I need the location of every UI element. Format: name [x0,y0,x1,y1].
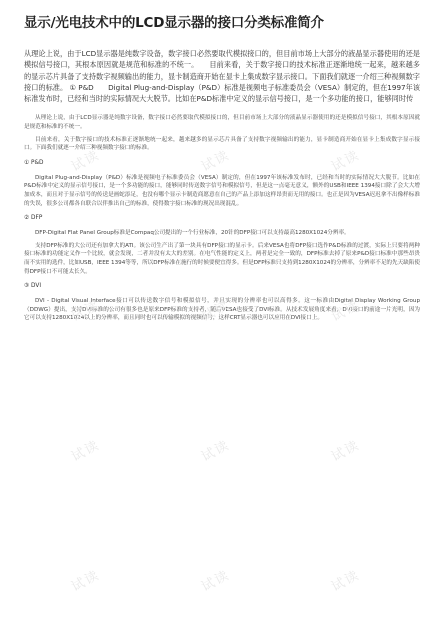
document-title: 显示/光电技术中的LCD显示器的接口分类标准简介 [24,15,324,31]
watermark-text: 试读 [329,297,363,325]
watermark-text: 试读 [199,147,233,175]
section-heading-dfp: ② DFP [24,215,43,222]
watermark-text: 试读 [69,567,103,595]
section-heading-dvi: ③ DVI [24,283,42,290]
intro-paragraph: 从理论上说，由于LCD显示器是纯数字设备，数字接口必然要取代模拟接口的，但目前市场上大部分的液晶显示器使用的还是模拟信号接口，其根本原因就是规范和标准的不统一。 目前来看，关于数字接口的技术标准正逐渐地统一起来，越来越多的显示芯片具备了支持数字视频输出的能力，显卡制造商开始在显卡上集成数字显示接口。下面我们就逐一介绍三种视频数字接口的标准。 ① P&D Digital Plug-and-Display（P&D）标准是视频电子标准委员会（VESA）制定的，但在1997年该标准发布时，已经和当时的实际情况大大脱节。比如在P&D标准中定义的显示信号接口，是一个多功能的接口，能够同时传 [24,49,420,104]
section-heading-pd: ① P&D [24,159,44,166]
watermark-text: 试读 [69,297,103,325]
watermark-text: 试读 [329,567,363,595]
watermark-text: 试读 [199,297,233,325]
watermark-text: 试读 [329,437,363,465]
body-paragraph-pd: Digital Plug-and-Display（P&D）标准是视频电子标准委员会（VESA）制定的，但在1997年该标准发布时，已经和当时的实际情况大大脱节。比如在P&D标准中定义的显示信号接口，是一个多功能的接口，能够同时传送数字信号和模拟信号，但是这一点毫无意义，额外的USB和IEEE 1394接口除了会大大增加成本，而且对于显示信号的传送是画蛇添足，也没有哪个显示卡制造商愿意在自己的产品上添加这样昂贵而无用的接口。也正是因为VESA迟迟拿不出像样标准的失误，很多公司都各自联合以伴推出自己的标准，使得数字接口标准的现况出现混乱。 [24,174,420,207]
body-paragraph-1: 从理论上说，由于LCD显示器是纯数字设备，数字接口必然要取代模拟接口的，但目前市场上大部分的液晶显示器使用的还是模拟信号接口，其根本原因就是规范和标准的不统一。 [24,115,420,131]
watermark-text: 试读 [69,147,103,175]
body-paragraph-dvi: DVI - Digital Visual Interface接口可以传送数字信号和模拟信号，并且实现的分辨率也可以高得多。这一标准由Digital Display Working Group（DDWG）提出，支持DVI标准的公司有很多也是原来DFP标准的支持者，随后VESA也接受了DVI标准。从技术发展角度来看，DVI接口的前途一片光明，因为它可以支持1280X1024以上的分辨率，而且同时也可以传输模拟的视频信号，这样CRT显示器也可以应用在DVI接口上。 [24,298,420,322]
watermark-text: 试读 [199,567,233,595]
watermark-text: 试读 [199,437,233,465]
body-paragraph-dfp-2: 支持DFP标准的大公司还有加拿大的ATI。该公司生产出了第一块具有DFP接口的显示卡。后来VESA也将DFP接口选作P&D标准的过渡，实际上只要将两种接口标准的功能定义作一个比较，就会发现，二者并没有太大的差别。在电气性能的定义上，两者是完全一致的，DFP标准去掉了原来P&D接口标准中那些昂贵而不实用的选件，比如USB，IEEE 1394等等，所以DFP标准在施行的时候要便宜得多。但是DFP标准只支持到1280X1024的分辨率，分辨率不足的先天缺陷使得DFP接口不可能太长久。 [24,242,420,275]
watermark-text: 试读 [329,147,363,175]
watermark-text: 试读 [69,437,103,465]
body-paragraph-2: 目前来看，关于数字接口的技术标准正逐渐地统一起来，越来越多的显示芯片具备了支持数字视频输出的能力，显卡制造商开始在显卡上集成数字显示接口。下面我们就逐一介绍三种视频数字接口的标准。 [24,136,420,152]
body-paragraph-dfp-1: DFP-Digital Flat Panel Group标准是Compaq公司提出的一个行业标准，20针的DFP接口可以支持最高1280X1024分辨率。 [35,230,350,237]
